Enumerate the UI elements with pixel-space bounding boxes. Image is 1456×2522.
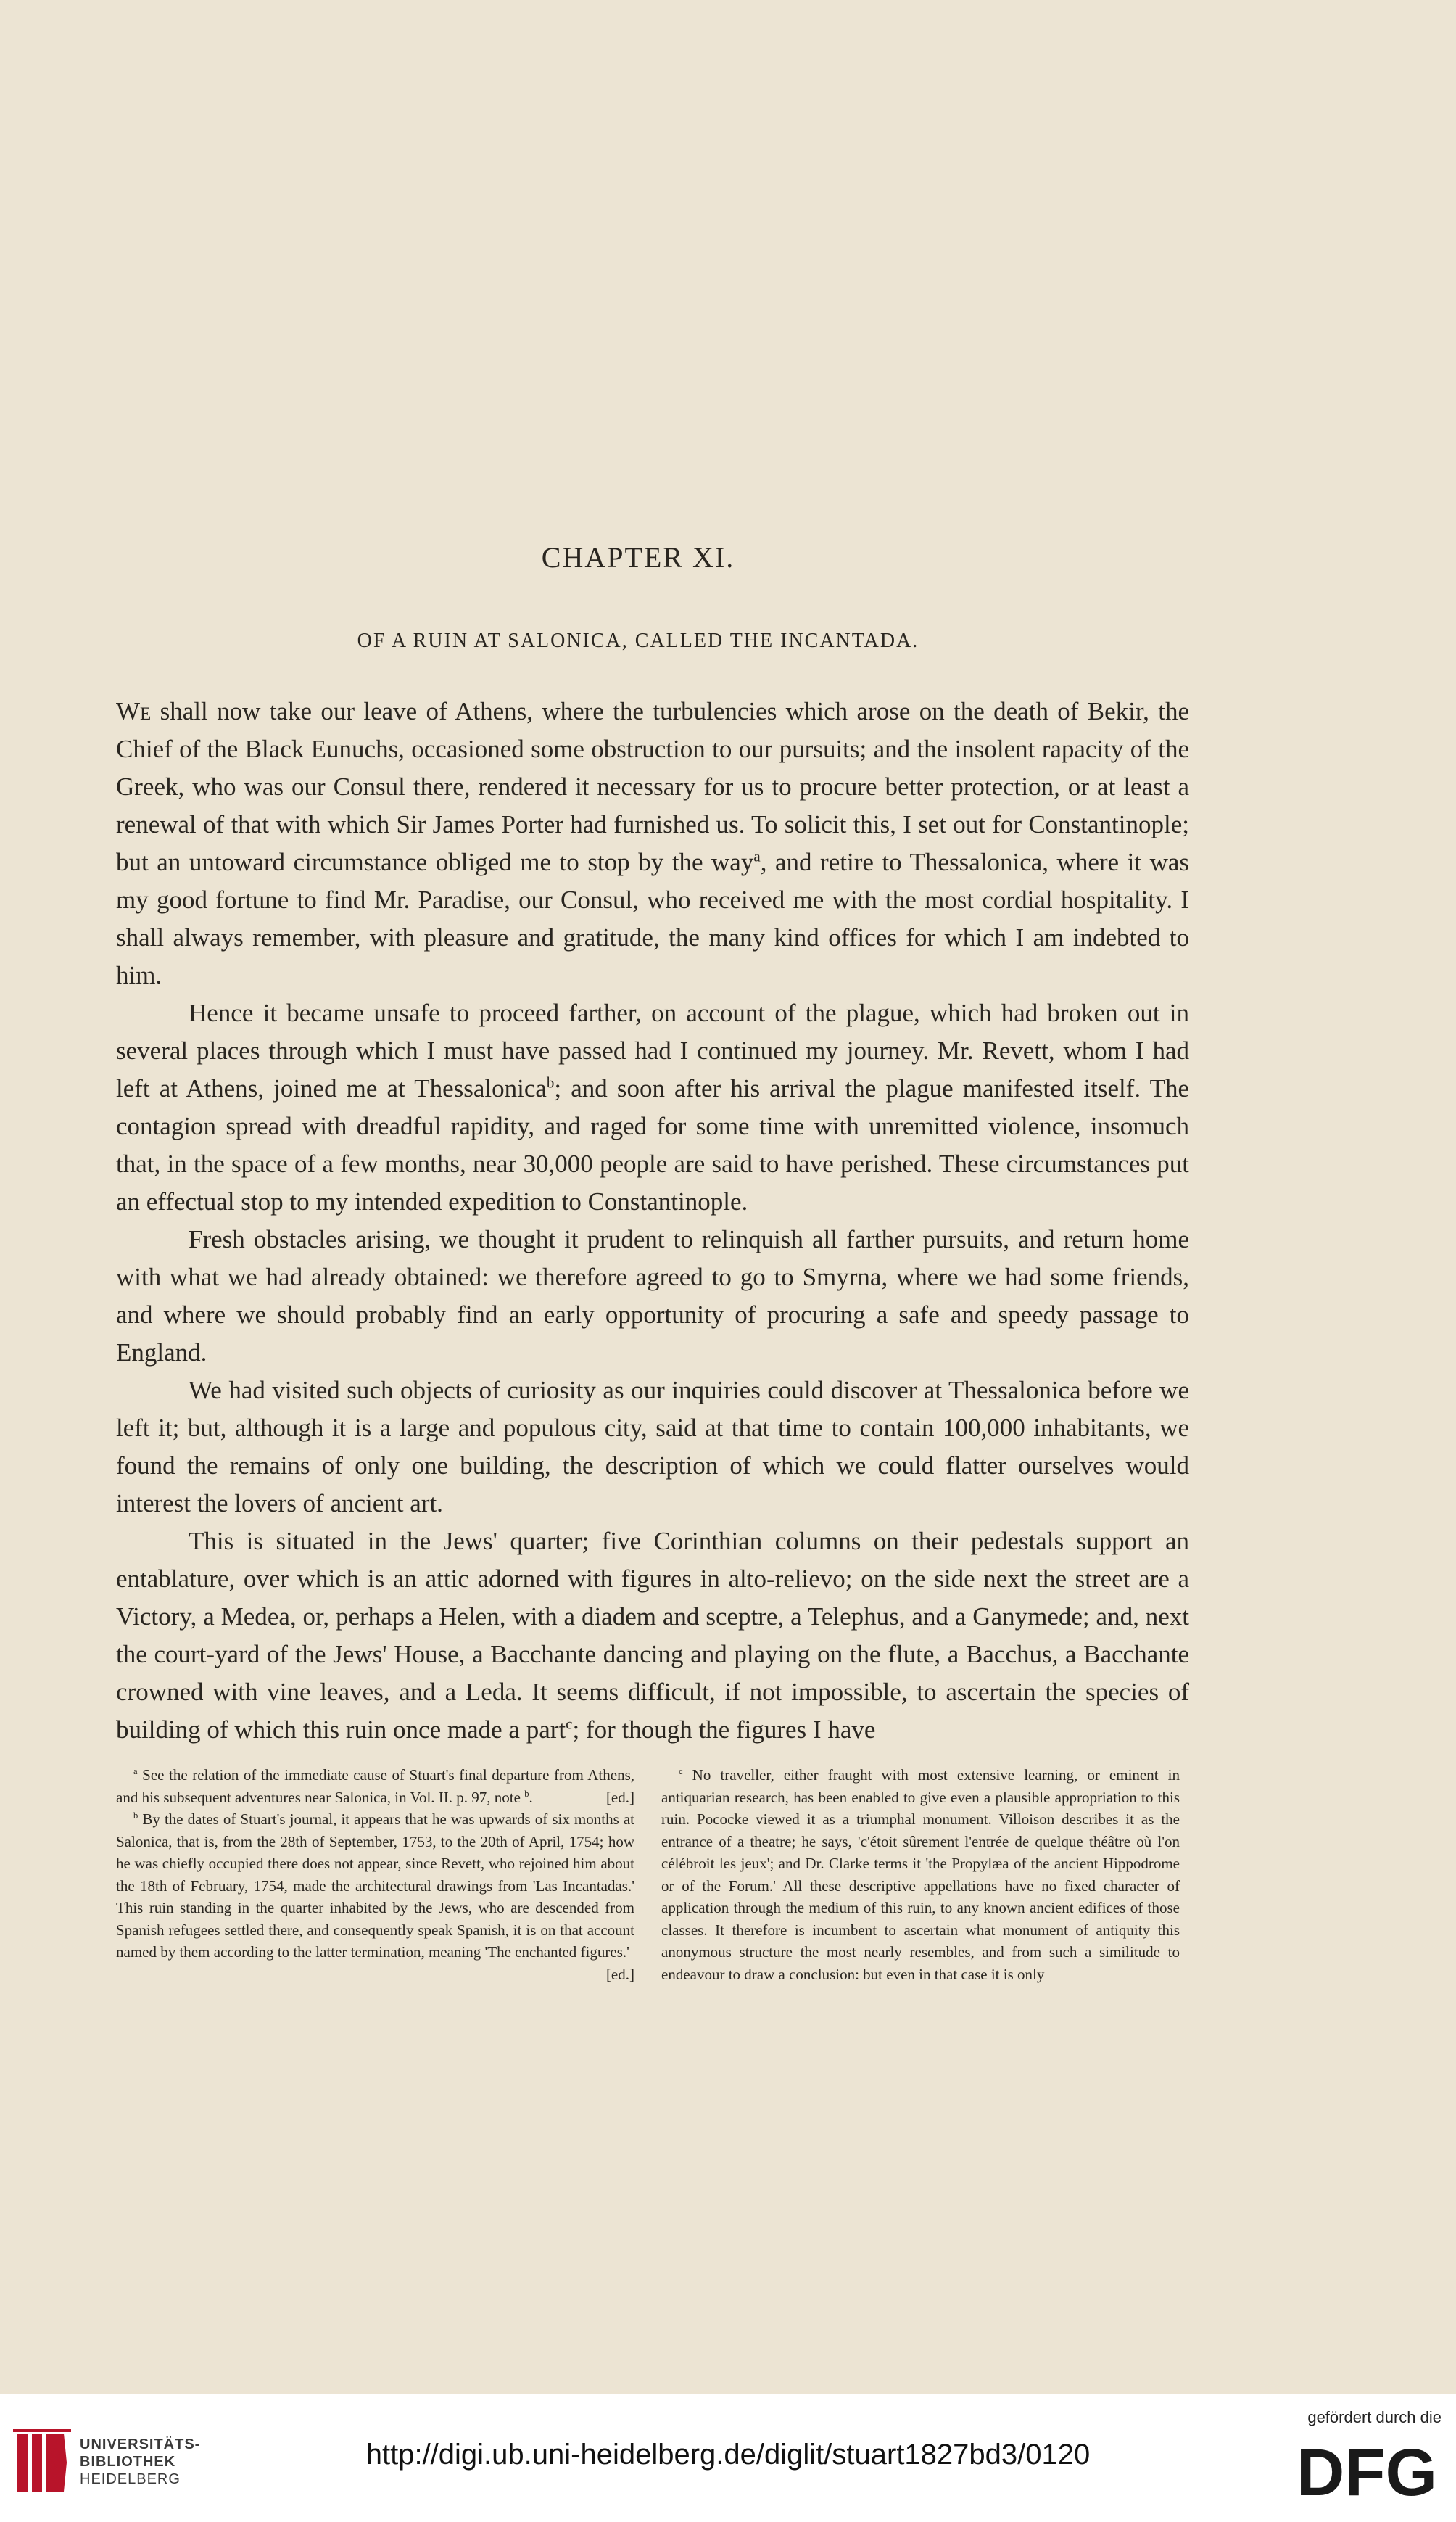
paragraph-5: This is situated in the Jews' quarter; five Corinthian columns on their pedestals support an entablature, over which is an attic adorned with figures in alto-relievo; on the side next the street are a Victory, a Medea, or, perhaps a Helen, with a diadem and sceptre, a Telephus, and a Ganymede; and, next the court-yard of the Jews' House, a Bacchante dancing and playing on the flute, a Bacchus, a Bacchante crowned with vine leaves, and a Leda. It seems difficult, if not impossible, to ascertain the species of building of which this ruin once made a part$^c$; for though the figures I have — [116, 1527, 1189, 1744]
footnote-b: $^b$ By the dates of Stuart's journal, it appears that he was upwards of six months at Salonica, that is, from the 28th of September, 1753, to the 20th of April, 1754; how he was chiefly occupied there does not appear, since Revett, who rejoined him about the 18th of February, 1754, made the architectural drawings from 'Las Incantadas.' This ruin standing in the quarter inhabited by the Jews, who are descended from Spanish refugees settled there, and consequently speak Spanish, it is on that account named by them according to the latter termination, meaning 'The enchanted figures.' [ed.] — [116, 1810, 634, 1983]
funded-by-label: gefördert durch die — [1307, 2408, 1441, 2426]
chapter-title: CHAPTER XI. — [541, 541, 735, 574]
footnote-ref-a: a — [753, 847, 761, 865]
footnotes-left-column — [116, 1764, 634, 1985]
chapter-subtitle: OF A RUIN AT SALONICA, CALLED THE INCANTADA. — [357, 630, 919, 652]
footnote-ref-c: c — [566, 1715, 573, 1733]
paragraph-3: Fresh obstacles arising, we thought it prudent to relinquish all farther pursuits, and return home with what we had already obtained: we therefore agreed to go to Smyrna, where we had some friends, and where we should probably find an early opportunity of procuring a safe and speedy passage to England. — [116, 1225, 1189, 1367]
footnote-ref-b: b — [546, 1074, 555, 1092]
footnote-c: $^c$ No traveller, either fraught with most extensive learning, or eminent in antiquarian research, has been enabled to give even a plausible appropriation to this ruin. Pococke viewed it as a triumphal monument. Villoison describes it as the entrance of a theatre; he says, 'c'étoit sûrement l'entrée de quelque théâtre où l'on célébroit les jeux'; and Dr. Clarke terms it 'the Propylæa of the ancient Hippodrome or of the Forum.' All these descriptive appellations have no fixed character of application through the medium of this ruin, to any known ancient edifices of those classes. It therefore is incumbent to ascertain what monument of antiquity this anonymous structure the most nearly resembles, and from such a similitude to endeavour to draw a conclusion: but even in that case it is only — [661, 1766, 1180, 1983]
footnotes-right-column — [661, 1764, 1180, 1985]
source-url-link[interactable]: http://digi.ub.uni-heidelberg.de/diglit/stuart1827bd3/0120 — [365, 2439, 1091, 2471]
main-text — [116, 693, 1189, 1749]
paragraph-4: We had visited such objects of curiosity as our inquiries could discover at Thessalonica before we left it; but, although it is a large and populous city, said at that time to contain 100,000 inhabitants, we found the remains of only one building, the description of which we could flatter ourselves would interest the lovers of ancient art. — [116, 1376, 1189, 1517]
dfg-logo-icon — [1291, 2439, 1443, 2504]
footnote-a: $^a$ See the relation of the immediate cause of Stuart's final departure from Athens, and his subsequent adventures near Salonica, in Vol. II. p. 97, note $^b$. [ed.] — [116, 1766, 634, 1806]
paragraph-2: Hence it became unsafe to proceed farther, on account of the plague, which had broken out in several places through which I must have passed had I continued my journey. Mr. Revett, whom I had left at Athens, joined me at Thessalonica$^b$; and soon after his arrival the plague manifested itself. The contagion spread with dreadful rapidity, and raged for some time with unremitted violence, insomuch that, in the space of a few months, near 30,000 people are said to have perished. These circumstances put an effectual stop to my intended expedition to Constantinople. — [116, 999, 1189, 1216]
library-footer — [0, 2394, 1456, 2522]
university-library-name: UNIVERSITÄTS- BIBLIOTHEK HEIDELBERG — [80, 2436, 201, 2487]
svg-text:DFG: DFG — [1296, 2439, 1438, 2504]
paragraph-1: We shall now take our leave of Athens, where the turbulencies which arose on the death of Bekir, the Chief of the Black Eunuchs, occasioned some obstruction to our pursuits; and the insolent rapacity of the Greek, who was our Consul there, rendered it necessary for us to procure better protection, or at least a renewal of that with which Sir James Porter had furnished us. To solicit this, I set out for Constantinople; but an untoward circumstance obliged me to stop by the way$^a$, and retire to Thessalonica, where it was my good fortune to find Mr. Paradise, our Consul, who received me with the most cordial hospitality. I shall always remember, with pleasure and gratitude, the many kind offices for which I am indebted to him. — [116, 697, 1190, 989]
